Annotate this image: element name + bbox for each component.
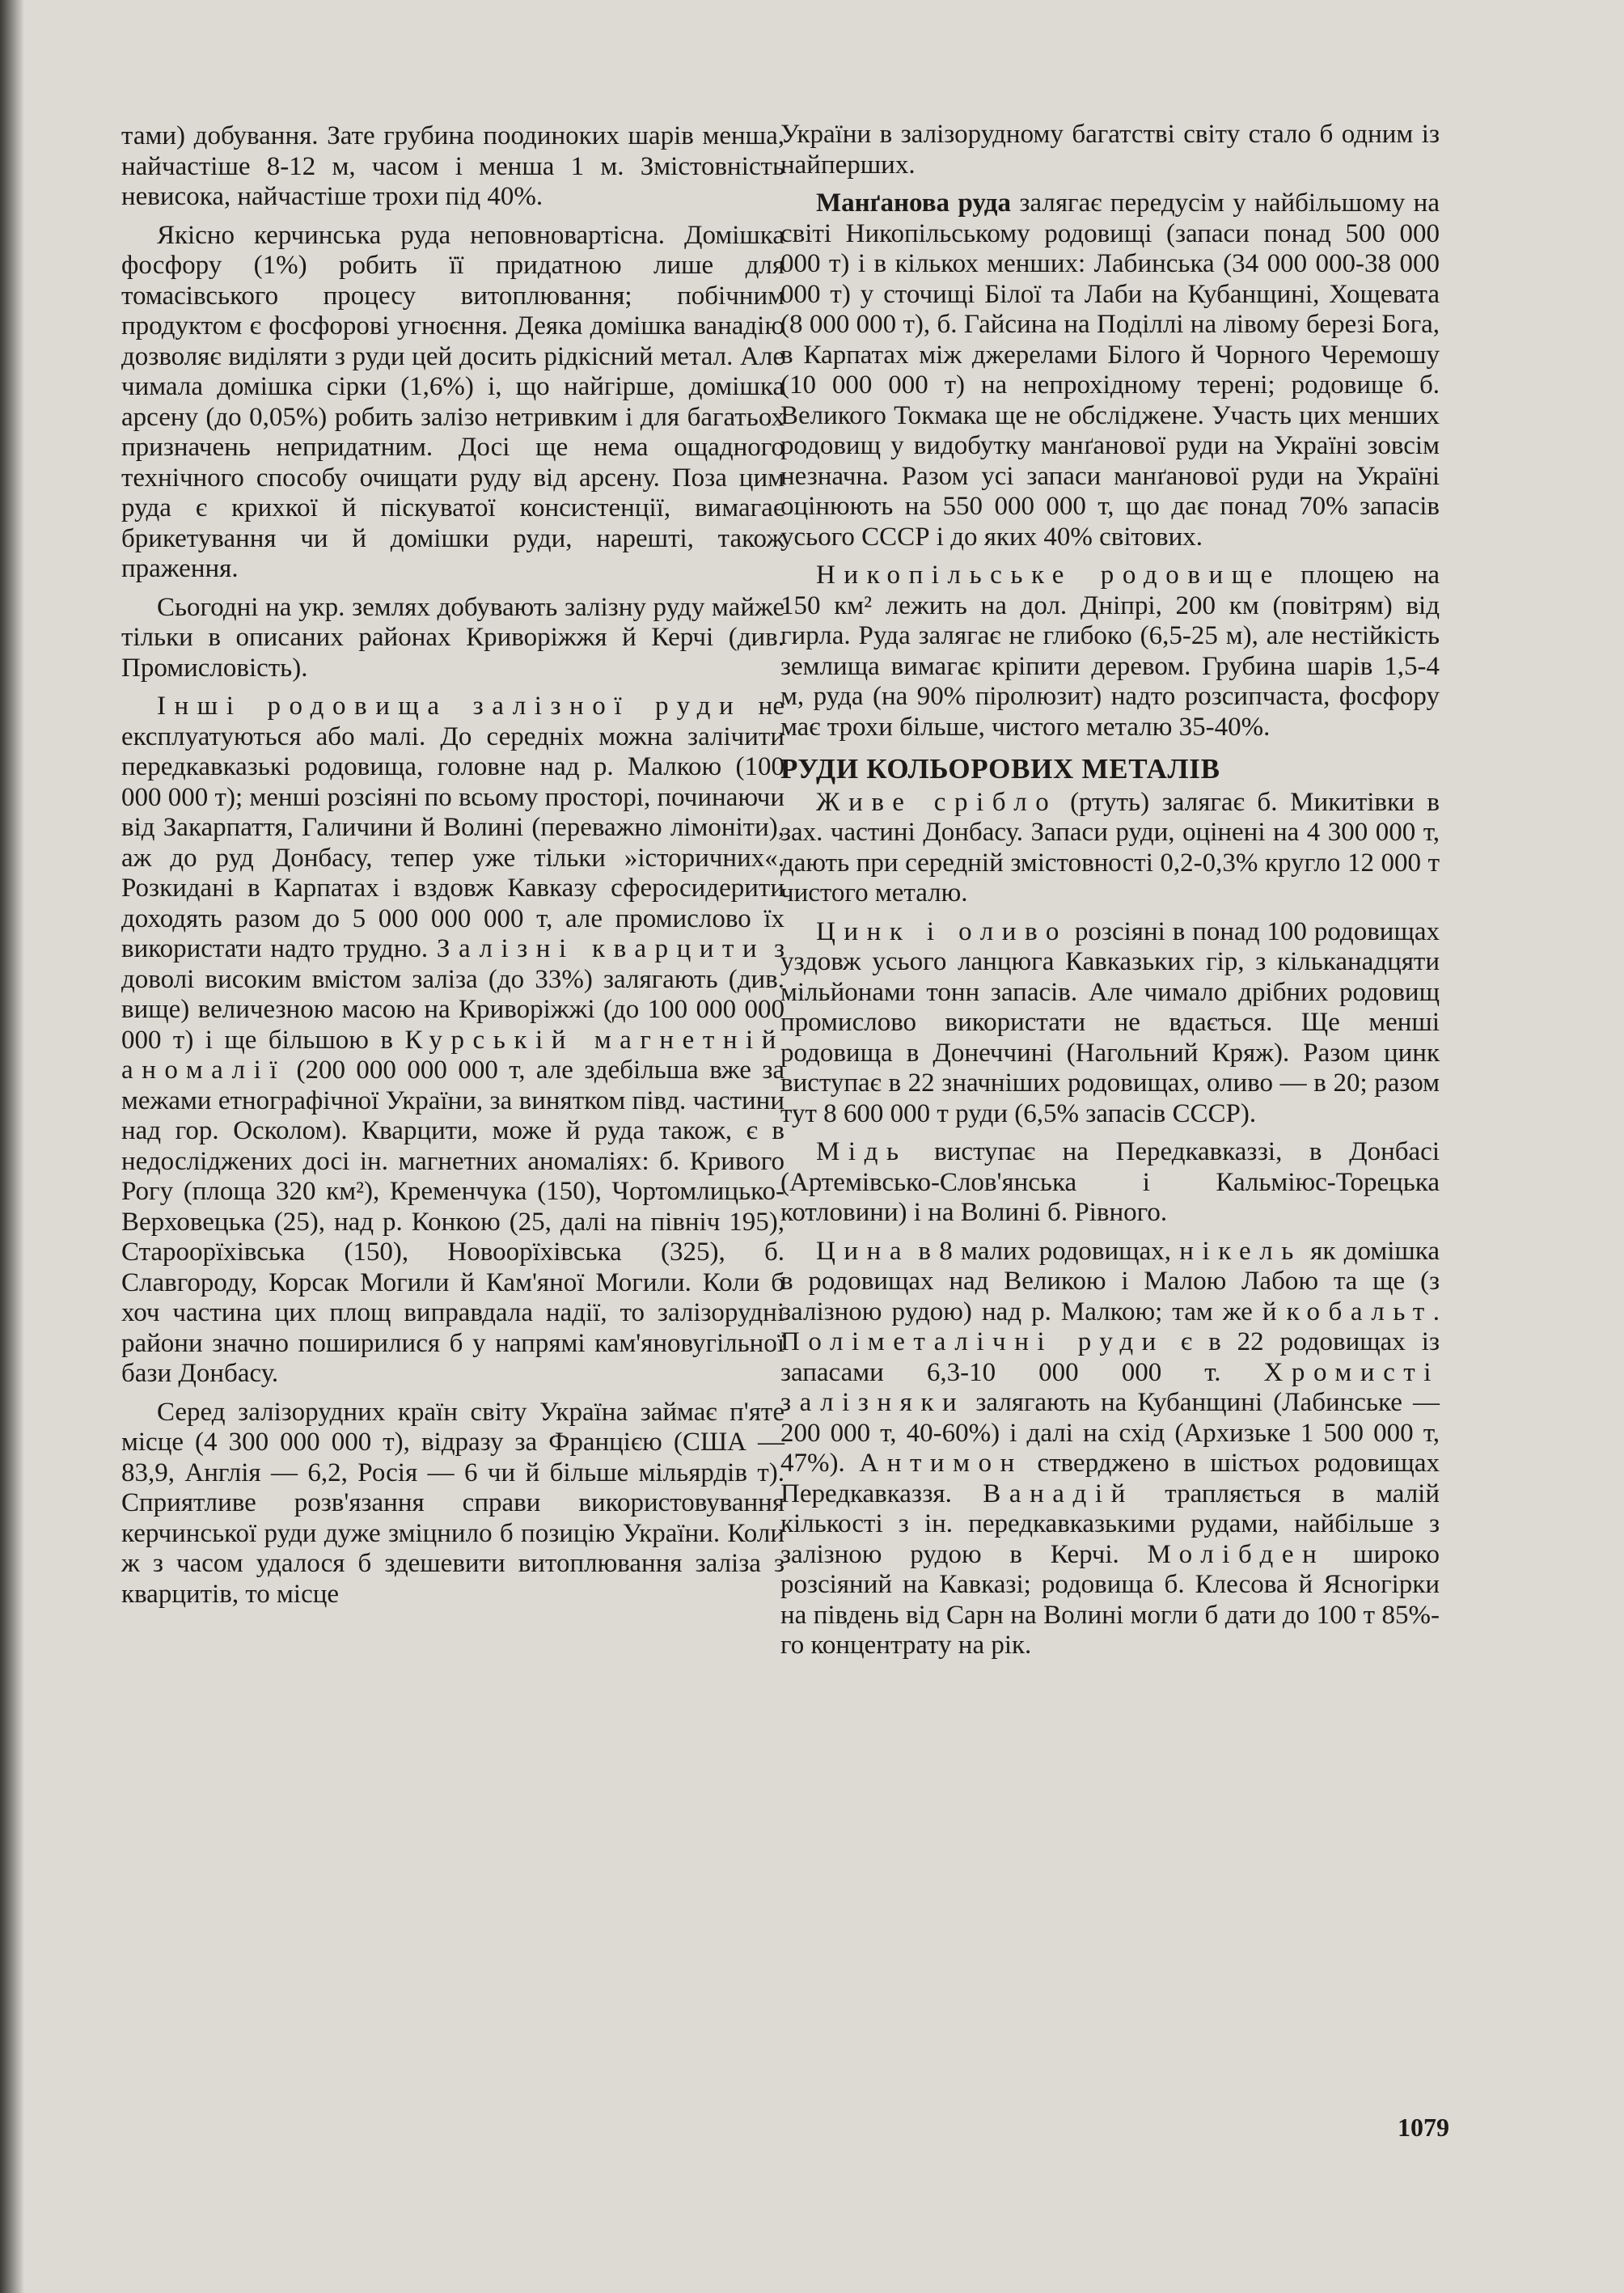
paragraph (780, 120, 1440, 180)
spaced-term: Хромисті залізняки (780, 1357, 1440, 1417)
text-run: залягають на Кубанщині (Лабинське — 200 000 т, 40-60%) і далі на схід (Архизьке 1 500 000 т, 47%). (780, 1388, 1440, 1478)
spaced-term: Поліметалічні руди (780, 1327, 1165, 1356)
spaced-term: Інші родовища залізної руди (157, 692, 742, 721)
paragraph (780, 1237, 1440, 1661)
text-run: стверджено в шістьох родовищах Передкавказзя. (780, 1449, 1440, 1508)
spaced-term: Курській магнетній аномалії (121, 1025, 785, 1085)
text-run: тами) добування. Зате грубина поодиноких шарів менша, найчастіше 8-12 м, часом і менша 1 м. Змістовність невисока, найчастіше трохи під 40%. (121, 121, 785, 211)
spaced-term: Цинк і оливо (816, 916, 1068, 946)
spaced-term: Антимон (859, 1449, 1023, 1478)
paragraph (780, 1137, 1440, 1229)
text-run: в 8 малих родовищах, (910, 1236, 1180, 1266)
text-run: виступає на Передкавказзі, в Донбасі (Артемівсько-Слов'янська і Кальміюс-Торецька котловини) і на Волині б. Рівного. (780, 1137, 1440, 1227)
page-number: 1079 (1398, 2113, 1449, 2142)
paragraph (780, 188, 1440, 552)
paragraph (121, 121, 785, 213)
bold-term: Манґанова руда (816, 188, 1011, 218)
spaced-term: кобальт (1286, 1297, 1433, 1326)
paragraph (780, 561, 1440, 742)
text-run: . (1432, 1297, 1440, 1326)
text-run: не експлуатуються або малі. До середніх можна залічити передкавказькі родовища, головне над р. Малкою (100 000 000 т); менші розсіяні по всьому просторі, починаючи від Закарпаття, Галичини й Волині (переважно лімоніти), аж до руд Донбасу, тепер уже тільки »історичних«. Розкидані в Карпатах і вздовж Кавказу сферосидерити доходять разом до 5 000 000 000 т, але промислово їх використати надто трудно. (121, 692, 785, 963)
paragraph (780, 917, 1440, 1130)
text-run: трапляється в малій кількості з ін. передкавказькими рудами, найбільше з залізною рудою в Керчі. (780, 1479, 1440, 1569)
text-run: України в залізорудному багатстві світу стало б одним із найперших. (780, 120, 1440, 180)
right-text-column (780, 120, 1440, 1669)
paragraph (780, 788, 1440, 909)
section-heading: РУДИ КОЛЬОРОВИХ МЕТАЛІВ (780, 753, 1220, 785)
spaced-term: Никопільське родовище (816, 561, 1281, 590)
text-run: площею на 150 км² лежить на дол. Дніпрі, 200 км (повітрям) від гирла. Руда залягає не глибоко (6,5-25 м), але нестійкість землища вимагає кріпити деревом. Грубина шарів 1,5-4 м, руда (на 90% піролюзит) надто розсипчаста, фосфору має трохи більше, чистого металю 35-40%. (780, 561, 1440, 742)
text-run: широко розсіяний на Кавказі; родовища б. Клесова й Ясногірки на південь від Сарн на Волині могли б дати до 100 т 85%-го концентрату на рік. (780, 1539, 1440, 1660)
paragraph (121, 221, 785, 585)
page-binding-shadow (0, 0, 24, 2293)
spaced-term: Мідь (816, 1137, 907, 1166)
text-run: (ртуть) залягає б. Микитівки в зах. частині Донбасу. Запаси руди, оцінені на 4 300 000 т, дають при середній змістовності 0,2-0,3% кругло 12 000 т чистого металю. (780, 787, 1440, 907)
text-run: як домішка в родовищах над Великою і Малою Лабою та ще (з залізною рудою) над р. Малкою; там же й (780, 1236, 1440, 1326)
paragraph (121, 692, 785, 1390)
text-run: Якісно керчинська руда неповновартісна. Домішка фосфору (1%) робить її придатною лише для томасівського процесу витоплювання; побічним продуктом є фосфорові угноєння. Деяка домішка ванадію дозволяє виділяти з руди цей досить рідкісний метал. Але чимала домішка сірки (1,6%) і, що найгірше, домішка арсену (до 0,05%) робить залізо нетривким і для багатьох призначень непридатним. Досі ще нема ощадного технічного способу очищати руду від арсену. Поза цим руда є крихкої й піскуватої консистенції, вимагає брикетування чи й домішки руди, нарешті, також праження. (121, 220, 785, 583)
paragraph (121, 593, 785, 684)
text-run: є в 22 родовищах із запасами 6,3-10 000 000 т. (780, 1327, 1440, 1387)
text-run: розсіяні в понад 100 родовищах уздовж усього ланцюга Кавказьких гір, з кільканадцяти мільйонами тонн запасів. Але чимало дрібних родовищ промислово використати не вдається. Ще менші родовища в Донеччині (Нагольний Кряж). Разом цинк виступає в 22 значніших родовищах, оливо — в 20; разом тут 8 600 000 т руди (6,5% запасів СССР). (780, 916, 1440, 1128)
spaced-term: нікель (1179, 1236, 1302, 1266)
text-run: залягає передусім у найбільшому на світі Никопільському родовищі (запаси понад 500 000 000 т) і в кількох менших: Лабинська (34 000 000-38 000 000 т) у сточищі Білої та Лаби на Кубанщині, Хощевата (8 000 000 т), б. Гайсина на Поділлі на лівому березі Бога, в Карпатах між джерелами Білого й Чорного Черемошу (10 000 000 т) на непрохідному терені; родовище б. Великого Токмака ще не обсліджене. Участь цих менших родовищ у видобутку манґанової руди на Україні зовсім незначна. Разом усі запаси манґанової руди на Україні оцінюють на 550 000 000 т, що дає понад 70% запасів усього СССР і до яких 40% світових. (780, 188, 1440, 552)
text-run: (200 000 000 000 т, але здебільша вже за межами етнографічної України, за винятком півд. частини над гор. Осколом). Кварцити, може й руда також, є в недосліджених досі ін. магнетних аномаліях: б. Кривого Рогу (площа 320 км²), Кременчука (150), Чортомлицько-Верховецька (25), над р. Конкою (25, далі на північ 195), Староорїхівська (150), Новоорїхівська (325), б. Славгороду, Корсак Могили й Кам'яної Могили. Коли б хоч частина цих площ виправдала надії, то залізорудні райони значно поширилися б у напрямі кам'яновугільної бази Донбасу. (121, 1056, 785, 1388)
spaced-term: Ванадій (983, 1479, 1134, 1508)
left-text-column (121, 121, 785, 1618)
paragraph (121, 1398, 785, 1610)
spaced-term: Залізні кварцити (436, 934, 766, 963)
text-run: з доволі високим вмістом заліза (до 33%) залягають (див. вище) величезною масою на Криворіжжі (до 100 000 000 000 т) і ще більшою в (121, 934, 785, 1055)
text-run: Серед залізорудних країн світу Україна займає п'яте місце (4 300 000 000 т), відразу за Францією (США — 83,9, Англія — 6,2, Росія — 6 чи й більше мільярдів т). Сприятливе розв'язання справи використовування керчинської руди дуже зміцнило б позицію України. Коли ж з часом удалося б здешевити витоплювання заліза з кварцитів, то місце (121, 1397, 785, 1609)
spaced-term: Цина (816, 1236, 911, 1266)
spaced-term: Молібден (1147, 1539, 1326, 1569)
spaced-term: Живе срібло (816, 787, 1058, 817)
text-run: Сьогодні на укр. землях добувають залізну руду майже тільки в описаних районах Криворіжжя й Керчі (див. Промисловість). (121, 592, 785, 683)
